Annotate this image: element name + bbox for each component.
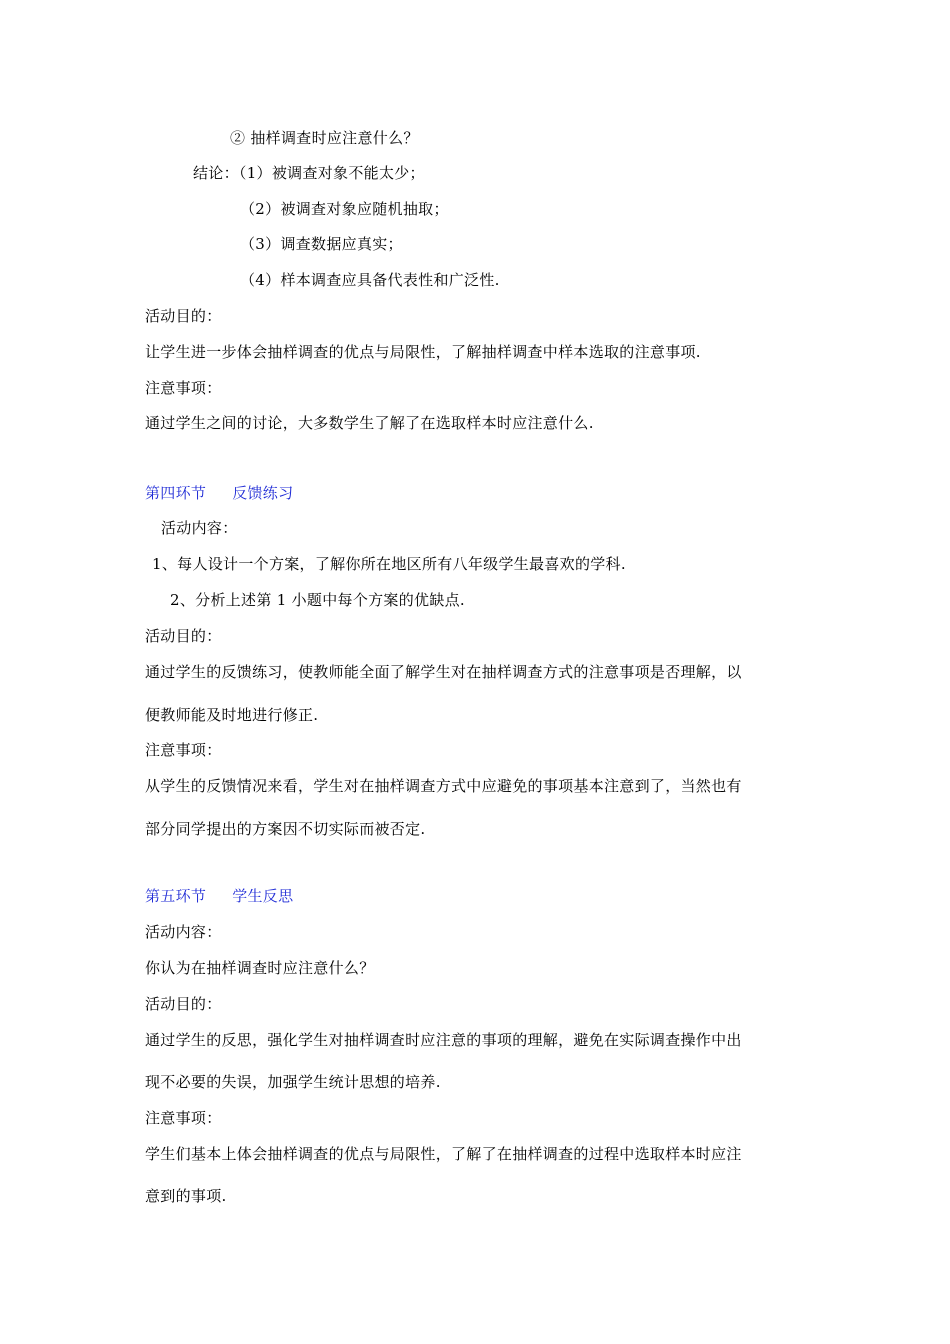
- section-title: 学生反思: [232, 887, 294, 905]
- section-number: 第四环节: [145, 484, 207, 502]
- purpose-text: 让学生进一步体会抽样调查的优点与局限性，了解抽样调查中样本选取的注意事项.: [145, 343, 701, 361]
- purpose-text-line: 通过学生的反馈练习，使教师能全面了解学生对在抽样调查方式的注意事项是否理解，以: [145, 663, 742, 681]
- conclusion-item: （3）调查数据应真实；: [240, 235, 403, 253]
- exercise-item: 1、每人设计一个方案，了解你所在地区所有八年级学生最喜欢的学科.: [152, 555, 626, 573]
- content-label: 活动内容：: [145, 923, 222, 941]
- purpose-label: 活动目的：: [145, 307, 222, 325]
- purpose-label: 活动目的：: [145, 627, 222, 645]
- purpose-label: 活动目的：: [145, 995, 222, 1013]
- notes-text-line: 部分同学提出的方案因不切实际而被否定.: [145, 820, 426, 838]
- section-heading: [145, 483, 293, 503]
- section-number: 第五环节: [145, 887, 207, 905]
- content-text: 你认为在抽样调查时应注意什么？: [145, 959, 375, 977]
- question-2: ② 抽样调查时应注意什么？: [230, 129, 419, 147]
- notes-label: 注意事项：: [145, 379, 222, 397]
- conclusion-label: 结论：: [193, 164, 239, 182]
- section-title: 反馈练习: [232, 484, 294, 502]
- purpose-text-line: 现不必要的失误，加强学生统计思想的培养.: [145, 1073, 441, 1091]
- notes-label: 注意事项：: [145, 1109, 222, 1127]
- exercise-item: 2、分析上述第 1 小题中每个方案的优缺点.: [170, 591, 465, 609]
- purpose-text-line: 通过学生的反思，强化学生对抽样调查时应注意的事项的理解，避免在实际调查操作中出: [145, 1031, 742, 1049]
- notes-label: 注意事项：: [145, 741, 222, 759]
- conclusion-item: （1）被调查对象不能太少；: [238, 164, 425, 182]
- conclusion-item: （2）被调查对象应随机抽取；: [240, 200, 449, 218]
- content-label: 活动内容：: [161, 519, 238, 537]
- conclusion-line-1: [193, 163, 425, 183]
- notes-text-line: 学生们基本上体会抽样调查的优点与局限性，了解了在抽样调查的过程中选取样本时应注: [145, 1145, 742, 1163]
- section-heading: [145, 886, 293, 906]
- purpose-text-line: 便教师能及时地进行修正.: [145, 706, 319, 724]
- notes-text-line: 意到的事项.: [145, 1187, 227, 1205]
- notes-text: 通过学生之间的讨论，大多数学生了解了在选取样本时应注意什么.: [145, 414, 594, 432]
- notes-text-line: 从学生的反馈情况来看，学生对在抽样调查方式中应避免的事项基本注意到了，当然也有: [145, 777, 742, 795]
- conclusion-item: （4）样本调查应具备代表性和广泛性.: [240, 271, 500, 289]
